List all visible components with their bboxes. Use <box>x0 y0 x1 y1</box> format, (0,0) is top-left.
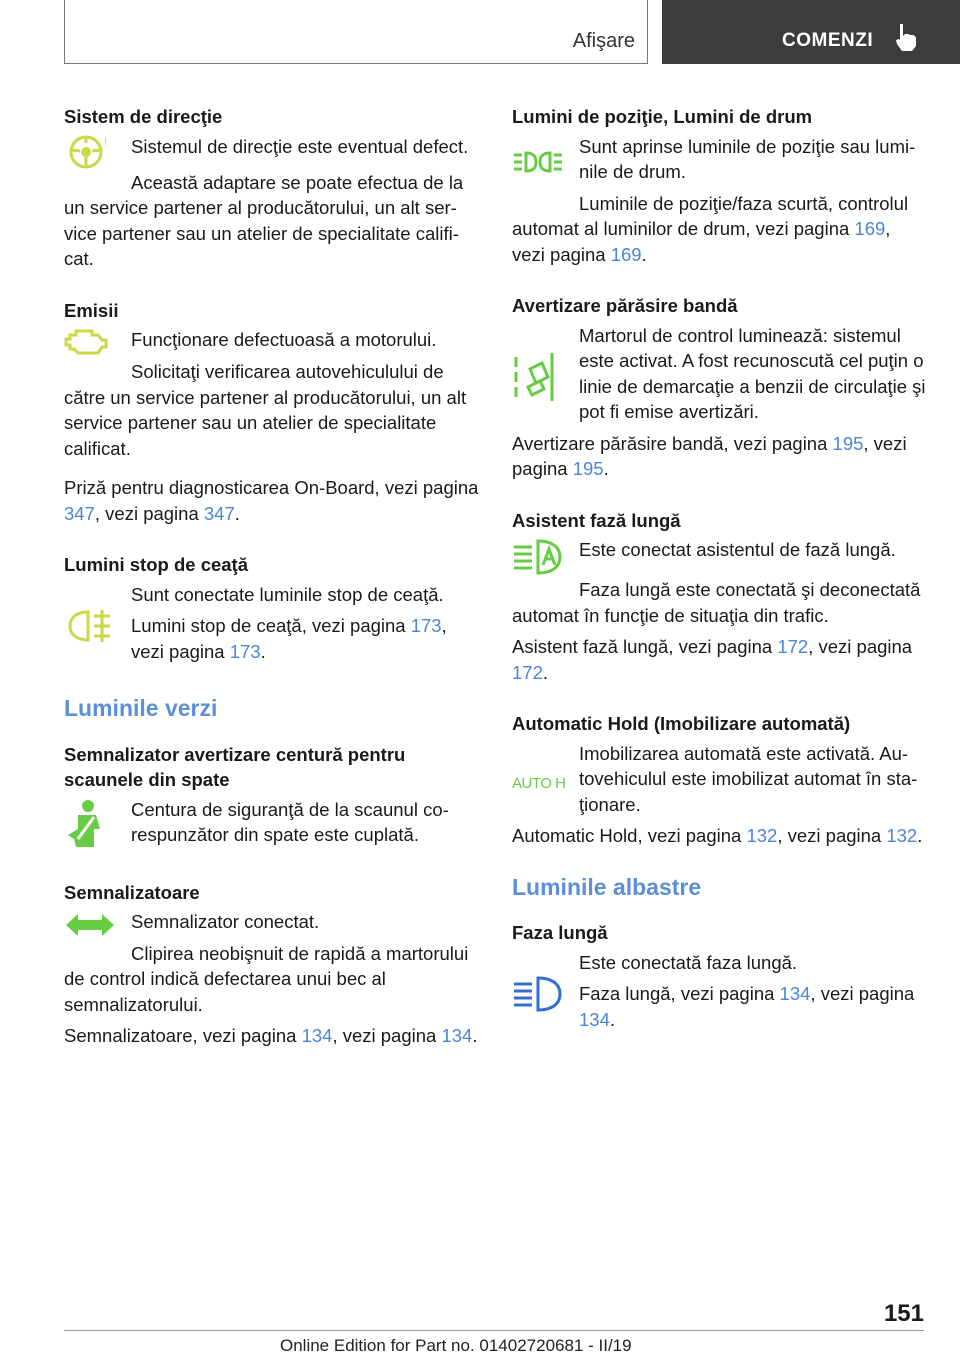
emissions-text-1: Funcţionare defectuoasă a motorului. <box>131 329 437 350</box>
turn-section <box>64 880 480 1049</box>
blue-lights-heading: Luminile albastre <box>512 873 702 900</box>
steering-text-2: Această adaptare se poate efectua de la un service partener al producătorului, un alt service partener sau un atelier de specialitate calificat. <box>64 171 464 269</box>
steering-wheel-warning-icon <box>64 134 108 170</box>
lane-text-1: Martorul de control luminează: sistemul este activat. A fost recunoscută cel puţin o linie de demarcaţie a benzii de circulaţie şi pot fi emise avertizări. <box>579 324 926 422</box>
turn-text-1: Semnalizator conectat. <box>131 911 320 932</box>
highbeam-assist-text-1: Este conectat asistentul de fază lungă. <box>579 539 896 560</box>
header-chapter-tab <box>662 0 960 64</box>
lane-title: Avertizare părăsire bandă <box>512 295 738 316</box>
highbeam-text-2: Faza lungă, vezi pagina 134, vezi pagina 134. <box>579 983 915 1030</box>
page-link[interactable]: 132 <box>886 825 918 846</box>
left-column <box>64 104 480 1075</box>
fog-title: Lumini stop de ceaţă <box>64 554 249 575</box>
autohold-text-2: Automatic Hold, vezi pagina 132, vezi pagina 132. <box>512 825 923 846</box>
right-column <box>512 104 928 1064</box>
page-link[interactable]: 169 <box>854 218 886 239</box>
autohold-text-1: Imobilizarea automată este activată. Autovehiculul este imobilizat automat în staţionare. <box>579 742 918 815</box>
page-link[interactable]: 172 <box>777 636 809 657</box>
page-link[interactable]: 347 <box>64 502 95 524</box>
fog-section <box>64 552 480 670</box>
header-section-tab <box>64 0 648 64</box>
steering-text-1: Sistemul de direcţie este eventual defect. <box>131 135 469 157</box>
autohold-section <box>512 711 928 849</box>
page-link[interactable]: 173 <box>229 640 261 662</box>
header-section-label: Afişare <box>572 30 635 52</box>
autohold-title: Automatic Hold (Imobilizare automată) <box>512 713 851 734</box>
page-link[interactable]: 134 <box>441 1025 473 1046</box>
footer-edition-text: Online Edition for Part no. 01402720681 - II/19 <box>280 1336 632 1355</box>
highbeam-assist-title: Asistent fază lungă <box>512 509 681 531</box>
parking-text-2: Luminile de poziţie/faza scurtă, controlul automat al luminilor de drum, vezi pagina 169, vezi pagina 169. <box>512 192 909 265</box>
page-number: 151 <box>883 1300 924 1327</box>
belt-section <box>64 742 480 854</box>
turn-signal-icon <box>64 910 116 940</box>
page-link[interactable]: 172 <box>512 661 543 683</box>
seatbelt-icon <box>64 799 108 851</box>
highbeam-assist-section <box>512 508 928 686</box>
emissions-text-2: Solicitaţi verificarea autovehiculului de către un service partener al producătorului, un alt service partener sau un atelier de specialitate calificat. <box>64 361 467 459</box>
highbeam-assist-text-2: Faza lungă este conectată şi deconectată automat în funcţie de situaţia din trafic. <box>512 579 921 626</box>
highbeam-assist-icon <box>512 537 564 577</box>
highbeam-assist-text-3: Asistent fază lungă, vezi pagina 172, vezi pagina 172. <box>512 636 913 683</box>
parking-lights-icon <box>512 149 564 175</box>
lane-section <box>512 293 928 482</box>
footer-divider <box>64 1330 924 1331</box>
fog-text-1: Sunt conectate luminile stop de ceaţă. <box>131 583 444 605</box>
emissions-section <box>64 298 480 527</box>
pointing-hand-icon <box>894 22 918 52</box>
parking-section <box>512 104 928 267</box>
highbeam-title: Faza lungă <box>512 922 608 943</box>
high-beam-icon <box>512 974 564 1014</box>
page-link[interactable]: 132 <box>746 825 778 846</box>
green-lights-heading: Luminile verzi <box>64 695 218 721</box>
emissions-title: Emisii <box>64 299 119 321</box>
page-link[interactable]: 173 <box>410 615 442 636</box>
auto-hold-icon: AUTO H <box>512 775 566 792</box>
rear-fog-light-icon <box>64 606 114 646</box>
turn-title: Semnalizatoare <box>64 881 200 903</box>
fog-text-2: Lumini stop de ceaţă, vezi pagina 173, vezi pagina 173. <box>131 615 447 662</box>
highbeam-text-1: Este conectată faza lungă. <box>579 951 798 973</box>
header-chapter-label: COMENZI <box>782 30 874 51</box>
turn-text-3: Semnalizatoare, vezi pagina 134, vezi pagina 134. <box>64 1025 478 1046</box>
page-link[interactable]: 134 <box>779 983 811 1004</box>
lane-departure-icon <box>512 349 556 405</box>
page-link[interactable]: 134 <box>301 1025 333 1046</box>
highbeam-section <box>512 920 928 1038</box>
svg-text:!: ! <box>104 134 108 149</box>
page-link[interactable]: 195 <box>572 458 604 479</box>
parking-text-1: Sunt aprinse luminile de poziţie sau luminile de drum. <box>579 135 916 182</box>
page-link[interactable]: 134 <box>579 1008 610 1030</box>
lane-text-2: Avertizare părăsire bandă, vezi pagina 195, vezi pagina 195. <box>512 432 907 479</box>
steering-title: Sistem de direcţie <box>64 106 223 127</box>
turn-text-2: Clipirea neobişnuit de rapidă a martorului de control indică defectarea unui bec al semnalizatorului. <box>64 942 469 1015</box>
page-link[interactable]: 195 <box>832 432 864 454</box>
footer-edition <box>280 1336 632 1356</box>
emissions-text-3: Priză pentru diagnosticarea On-Board, vezi pagina 347, vezi pagina 347. <box>64 477 479 524</box>
page-link[interactable]: 347 <box>203 502 235 524</box>
page-link[interactable]: 169 <box>610 243 642 265</box>
belt-text-1: Centura de siguranţă de la scaunul corespunzător din spate este cuplată. <box>131 798 449 845</box>
steering-section <box>64 104 480 272</box>
parking-title: Lumini de poziţie, Lumini de drum <box>512 106 813 127</box>
engine-check-icon <box>64 327 110 359</box>
belt-title: Semnalizator avertizare centură pentru scaunele din spate <box>64 743 406 790</box>
